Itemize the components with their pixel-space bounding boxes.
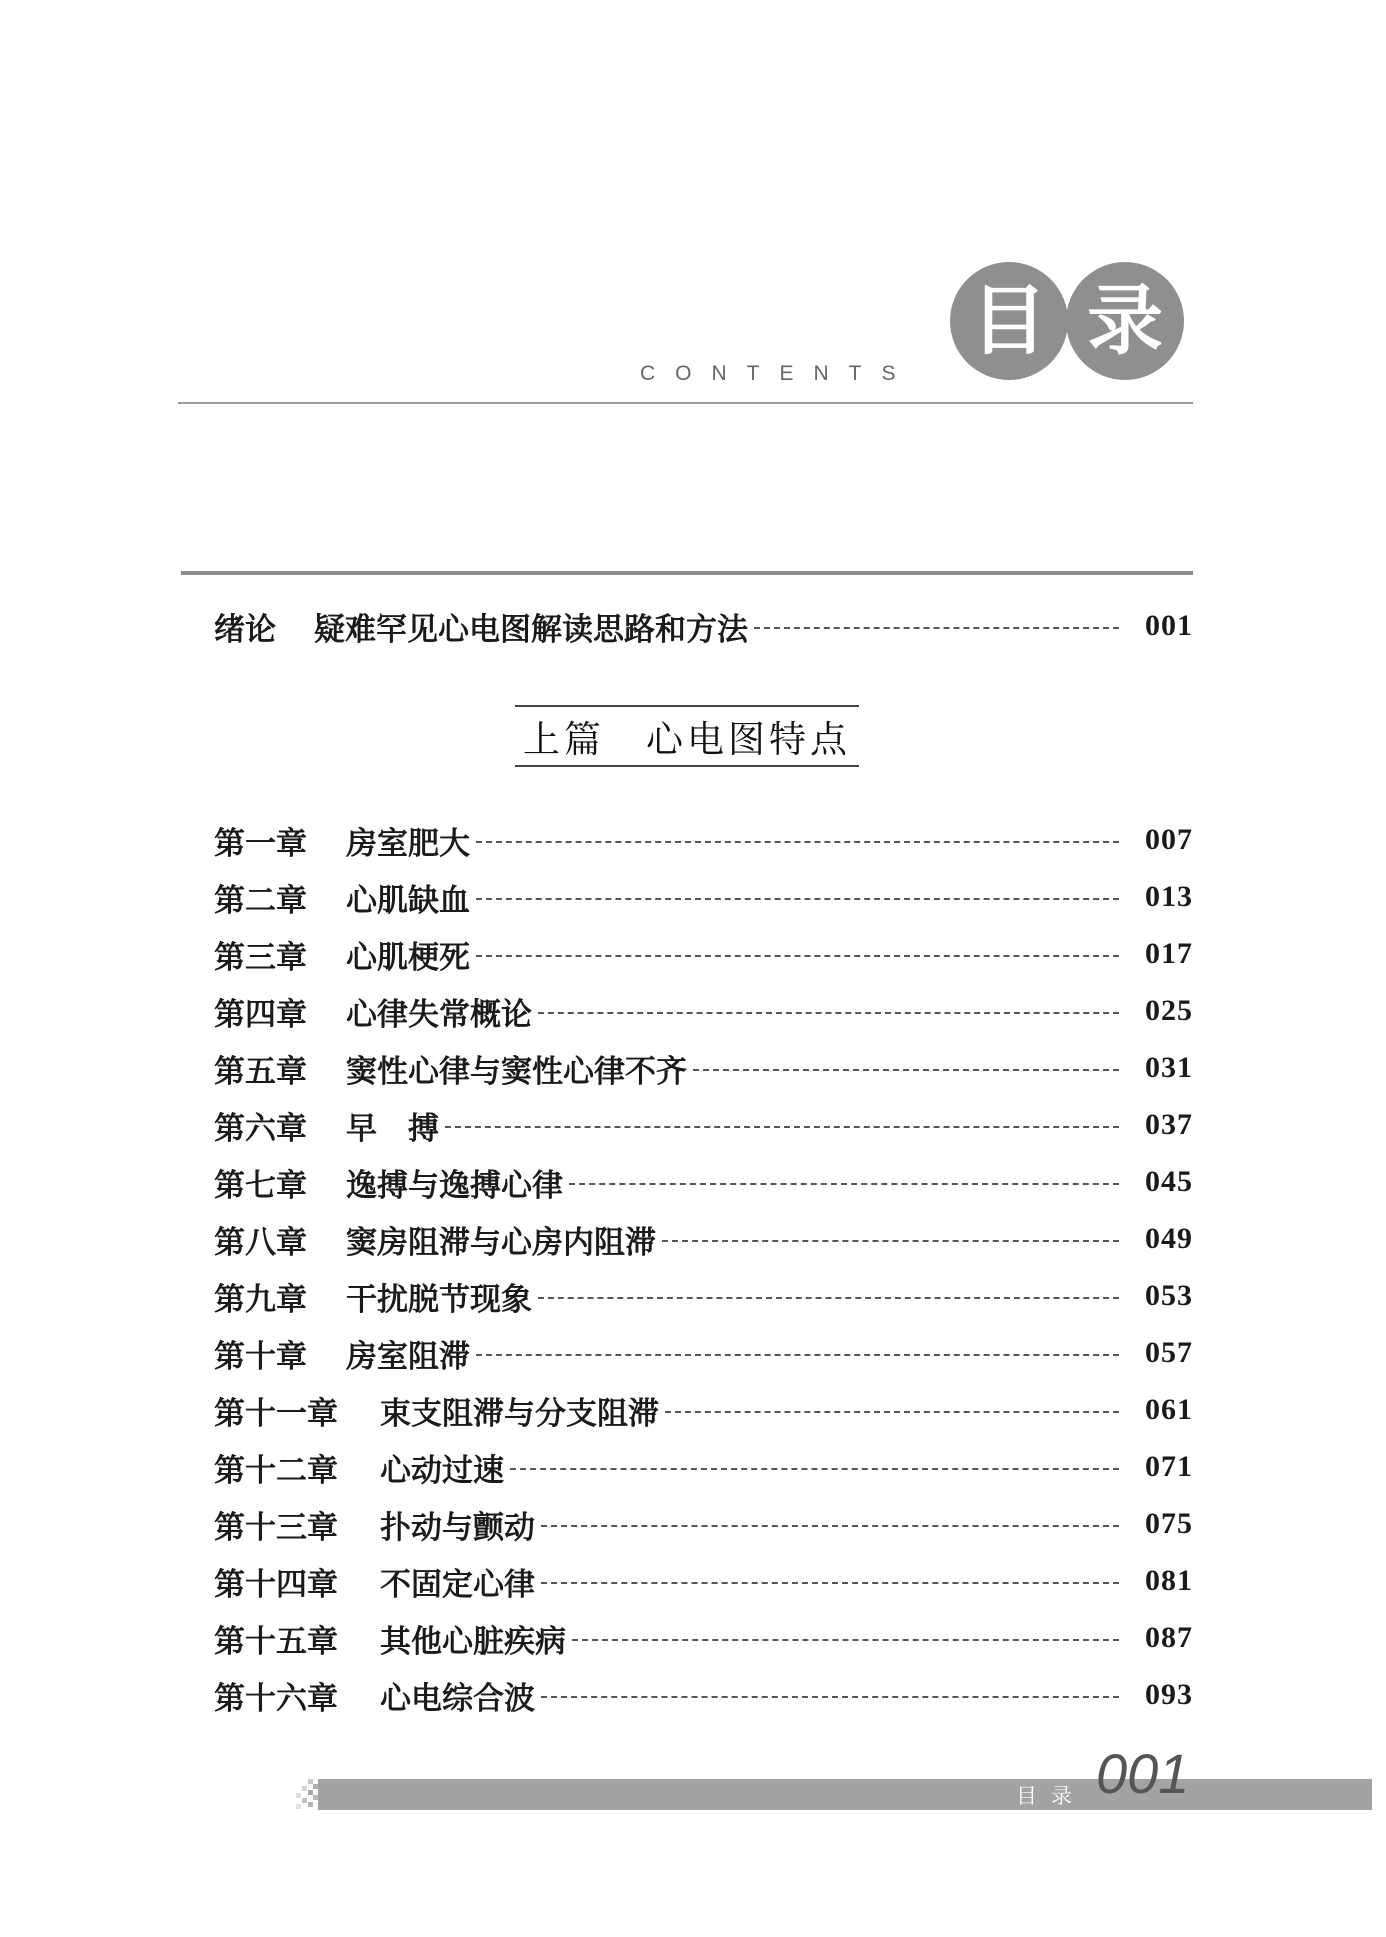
toc-entry-title: 窦房阻滞与心房内阻滞 bbox=[346, 1224, 656, 1261]
toc-entry-page: 013 bbox=[1145, 880, 1193, 913]
toc-entry-page: 025 bbox=[1145, 994, 1193, 1027]
toc-dot-leader bbox=[541, 1525, 1119, 1527]
toc-entry-page: 049 bbox=[1145, 1222, 1193, 1255]
toc-entry-chapter: 第十五章 bbox=[214, 1623, 338, 1660]
toc-entry-page: 037 bbox=[1145, 1108, 1193, 1141]
toc-dot-leader bbox=[476, 1354, 1119, 1356]
toc-entry-page: 057 bbox=[1145, 1336, 1193, 1369]
toc-entry-title: 心肌缺血 bbox=[346, 882, 470, 919]
footer-page-number: 001 bbox=[1096, 1742, 1190, 1805]
toc-entry[interactable] bbox=[214, 818, 1193, 862]
toc-entry-page: 075 bbox=[1145, 1507, 1193, 1540]
toc-dot-leader bbox=[510, 1468, 1119, 1470]
toc-entry-title: 心动过速 bbox=[380, 1452, 504, 1489]
toc-dot-leader bbox=[754, 627, 1119, 629]
toc-entry-page: 017 bbox=[1145, 937, 1193, 970]
toc-entry[interactable] bbox=[214, 1274, 1193, 1318]
toc-dot-leader bbox=[541, 1582, 1119, 1584]
toc-dot-leader bbox=[541, 1696, 1119, 1698]
toc-entry-title: 房室阻滞 bbox=[346, 1338, 470, 1375]
toc-entry[interactable] bbox=[214, 1217, 1193, 1261]
toc-entry-title: 疑难罕见心电图解读思路和方法 bbox=[314, 611, 748, 648]
toc-entry-page: 087 bbox=[1145, 1621, 1193, 1654]
header-divider bbox=[178, 402, 1193, 404]
toc-entry-chapter: 第五章 bbox=[214, 1053, 307, 1090]
toc-entry-title: 窦性心律与窦性心律不齐 bbox=[346, 1053, 687, 1090]
toc-dot-leader bbox=[476, 841, 1119, 843]
toc-entry-intro[interactable] bbox=[214, 604, 1193, 648]
toc-dot-leader bbox=[572, 1639, 1119, 1641]
toc-entry-chapter: 第十章 bbox=[214, 1338, 307, 1375]
toc-entry[interactable] bbox=[214, 989, 1193, 1033]
toc-entry[interactable] bbox=[214, 1046, 1193, 1090]
toc-entry-chapter: 第六章 bbox=[214, 1110, 307, 1147]
title-circle-2: 录 bbox=[1066, 262, 1184, 380]
toc-entry-title: 扑动与颤动 bbox=[380, 1509, 535, 1546]
toc-entry-chapter: 第九章 bbox=[214, 1281, 307, 1318]
toc-entry-title: 束支阻滞与分支阻滞 bbox=[380, 1395, 659, 1432]
toc-entry[interactable] bbox=[214, 875, 1193, 919]
toc-entry-chapter: 第十一章 bbox=[214, 1395, 338, 1432]
toc-dot-leader bbox=[538, 1012, 1119, 1014]
toc-entry-title: 其他心脏疾病 bbox=[380, 1623, 566, 1660]
toc-entry-chapter: 绪论 bbox=[214, 611, 276, 648]
toc-entry-chapter: 第一章 bbox=[214, 825, 307, 862]
toc-entry-page: 081 bbox=[1145, 1564, 1193, 1597]
toc-dot-leader bbox=[569, 1183, 1119, 1185]
toc-entry-chapter: 第三章 bbox=[214, 939, 307, 976]
toc-top-divider bbox=[181, 571, 1193, 575]
toc-entry[interactable] bbox=[214, 1616, 1193, 1660]
toc-dot-leader bbox=[445, 1126, 1119, 1128]
toc-entry-chapter: 第二章 bbox=[214, 882, 307, 919]
toc-entry-page: 053 bbox=[1145, 1279, 1193, 1312]
toc-dot-leader bbox=[538, 1297, 1119, 1299]
toc-entry[interactable] bbox=[214, 1502, 1193, 1546]
contents-label: CONTENTS bbox=[640, 362, 916, 385]
toc-entry-page: 071 bbox=[1145, 1450, 1193, 1483]
toc-entry-title: 心律失常概论 bbox=[346, 996, 532, 1033]
toc-entry-title: 早 搏 bbox=[346, 1110, 439, 1147]
footer-bar bbox=[318, 1779, 1372, 1810]
toc-entry[interactable] bbox=[214, 1445, 1193, 1489]
footer-section-label: 目录 bbox=[1016, 1784, 1086, 1808]
toc-entry-chapter: 第四章 bbox=[214, 996, 307, 1033]
toc-entry[interactable] bbox=[214, 1331, 1193, 1375]
toc-dot-leader bbox=[693, 1069, 1119, 1071]
toc-entry[interactable] bbox=[214, 1388, 1193, 1432]
toc-entry[interactable] bbox=[214, 1673, 1193, 1717]
toc-entry[interactable] bbox=[214, 1559, 1193, 1603]
toc-entry[interactable] bbox=[214, 932, 1193, 976]
toc-entry-chapter: 第八章 bbox=[214, 1224, 307, 1261]
toc-entry-page: 093 bbox=[1145, 1678, 1193, 1711]
footer-pixel-pattern bbox=[296, 1777, 320, 1811]
toc-entry-chapter: 第十三章 bbox=[214, 1509, 338, 1546]
toc-entry-title: 干扰脱节现象 bbox=[346, 1281, 532, 1318]
toc-dot-leader bbox=[476, 955, 1119, 957]
toc-entry-chapter: 第七章 bbox=[214, 1167, 307, 1204]
toc-entry-title: 心电综合波 bbox=[380, 1680, 535, 1717]
toc-dot-leader bbox=[476, 898, 1119, 900]
toc-entry-title: 心肌梗死 bbox=[346, 939, 470, 976]
toc-entry-page: 031 bbox=[1145, 1051, 1193, 1084]
toc-entry-page: 061 bbox=[1145, 1393, 1193, 1426]
toc-entry[interactable] bbox=[214, 1103, 1193, 1147]
toc-entry-title: 房室肥大 bbox=[346, 825, 470, 862]
toc-dot-leader bbox=[662, 1240, 1119, 1242]
toc-entry-chapter: 第十二章 bbox=[214, 1452, 338, 1489]
toc-entry-chapter: 第十六章 bbox=[214, 1680, 338, 1717]
title-circle-1: 目 bbox=[950, 262, 1068, 380]
toc-dot-leader bbox=[665, 1411, 1119, 1413]
toc-entry-title: 不固定心律 bbox=[380, 1566, 535, 1603]
toc-entry-page: 045 bbox=[1145, 1165, 1193, 1198]
toc-entry-title: 逸搏与逸搏心律 bbox=[346, 1167, 563, 1204]
toc-entry-chapter: 第十四章 bbox=[214, 1566, 338, 1603]
toc-entry[interactable] bbox=[214, 1160, 1193, 1204]
part-heading: 上篇 心电图特点 bbox=[515, 705, 859, 767]
toc-entry-page: 007 bbox=[1145, 823, 1193, 856]
toc-entry-page: 001 bbox=[1145, 609, 1193, 642]
